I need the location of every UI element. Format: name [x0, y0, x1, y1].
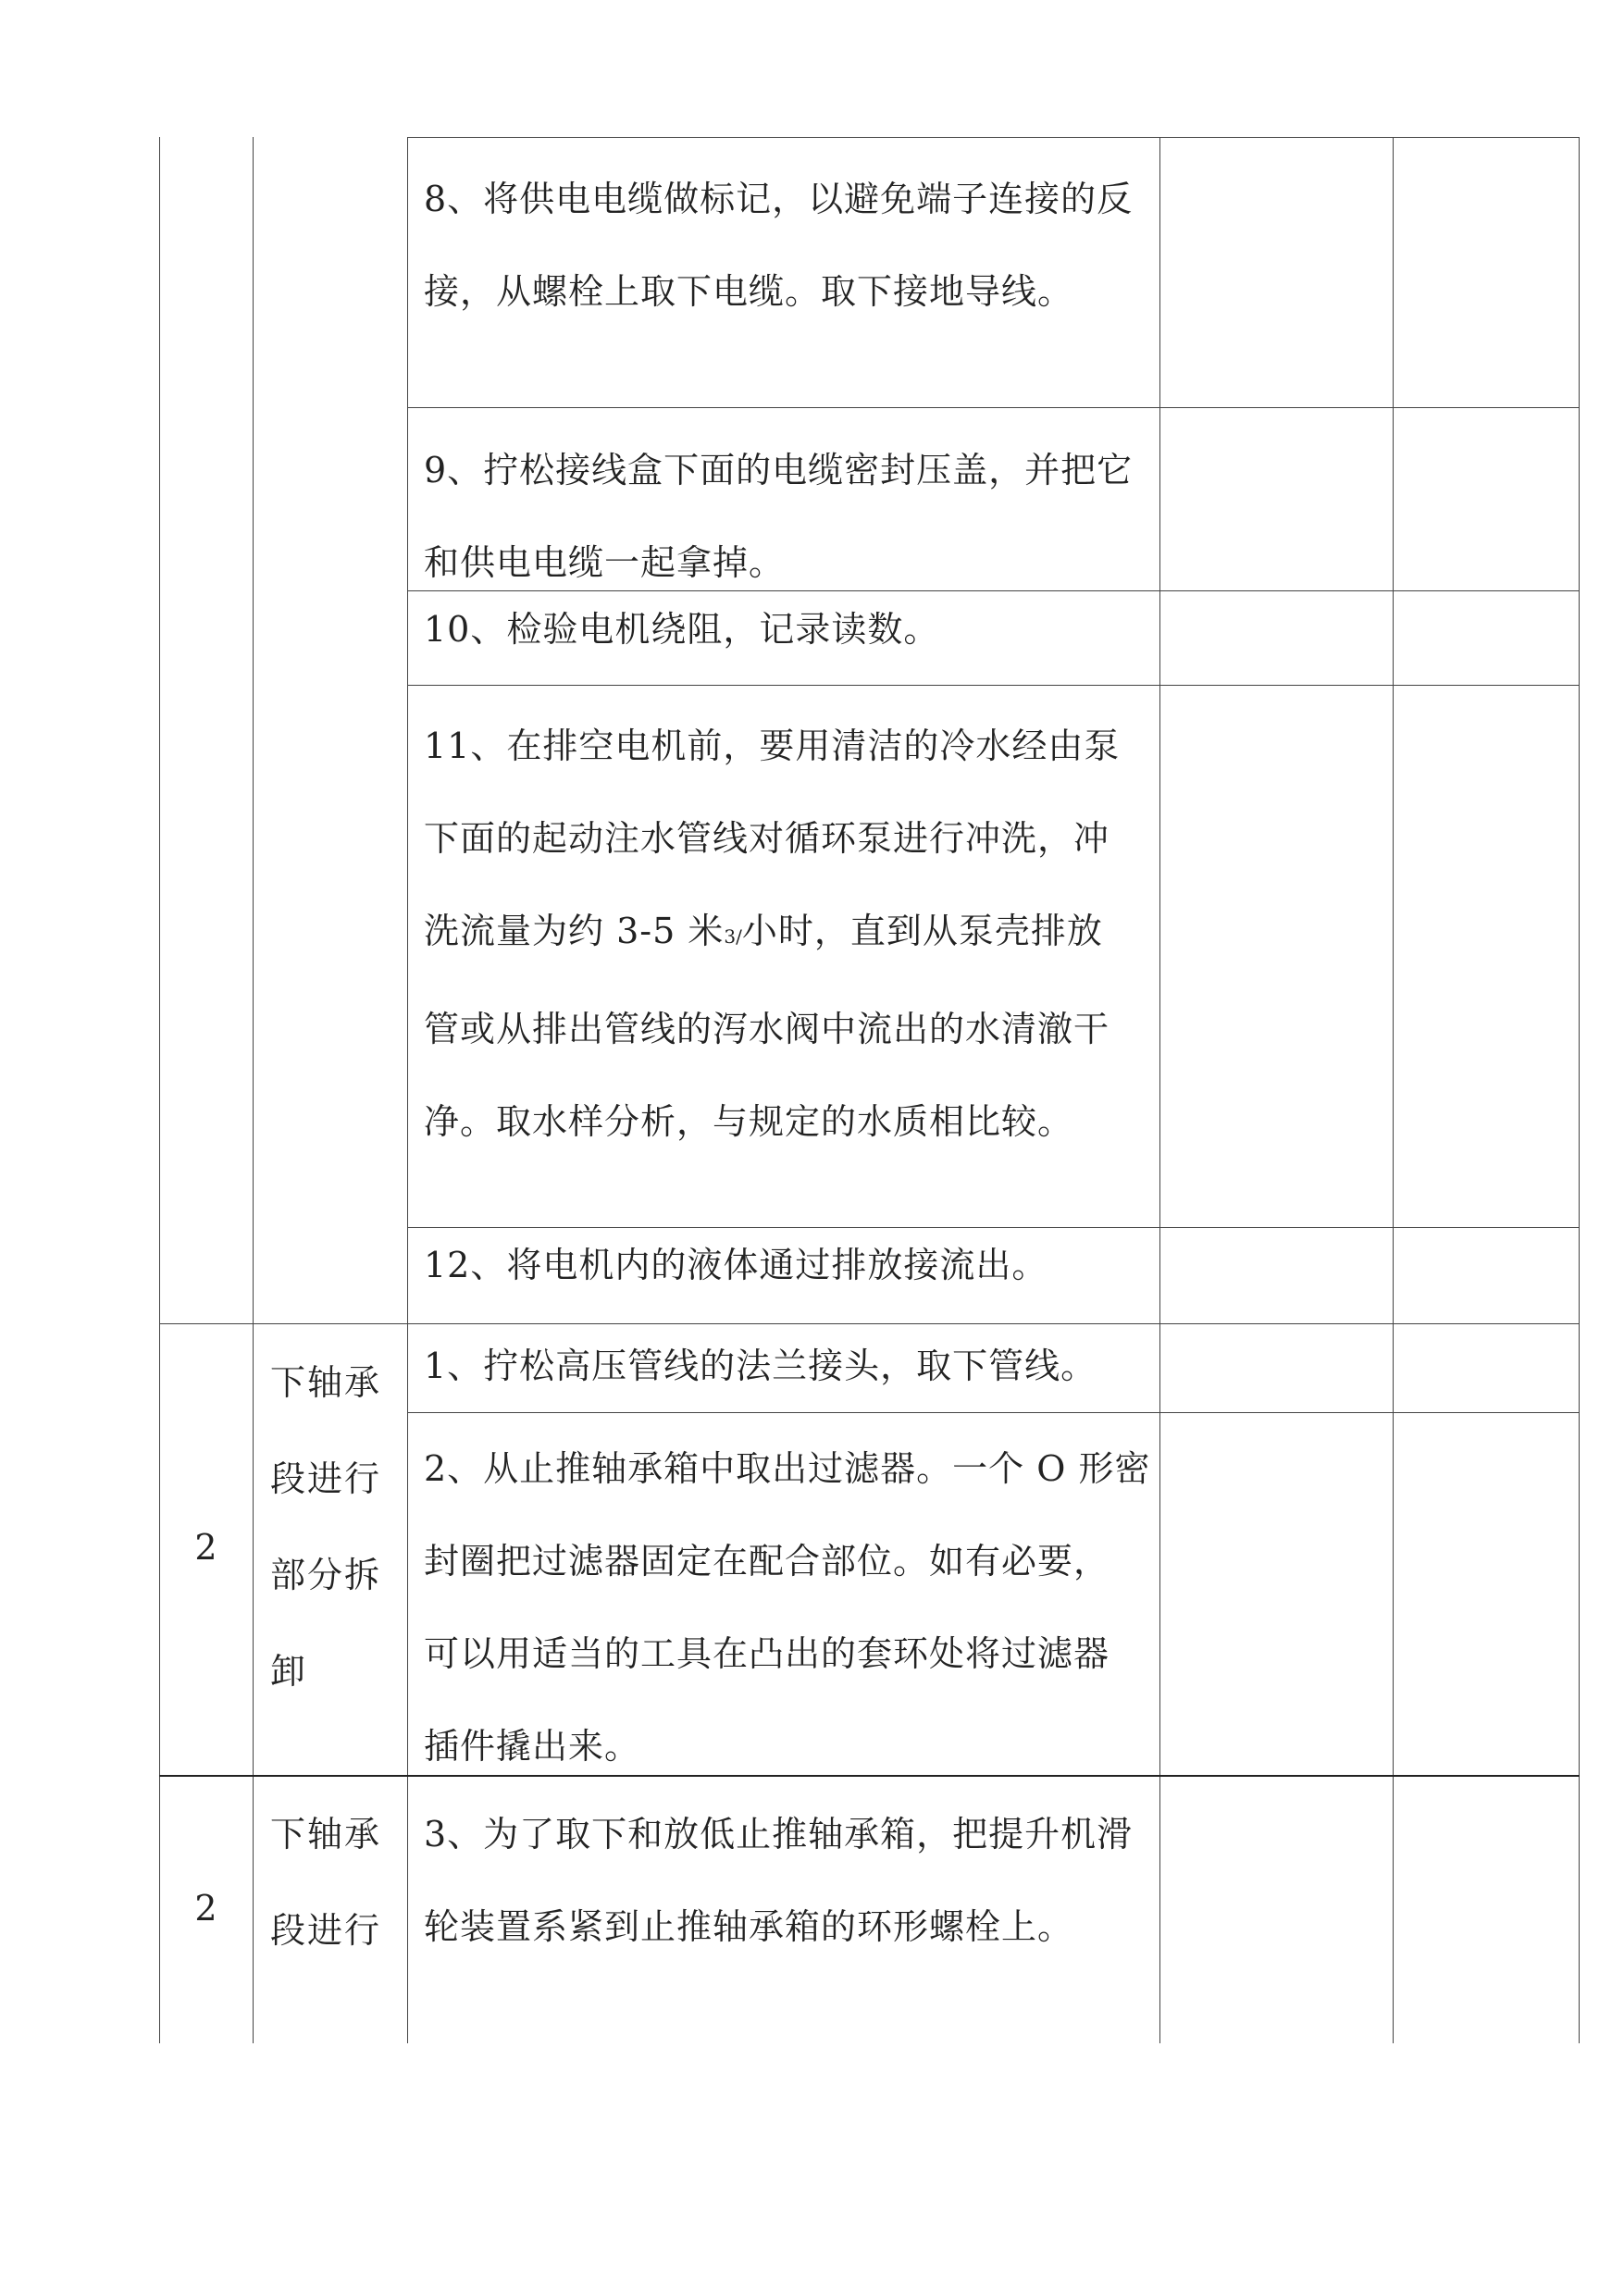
step-text: 11、在排空电机前，要用清洁的冷水经由泵 下面的起动注水管线对循环泵进行冲洗，冲 洗流量为约 3-5 米3/小时，直到从泵壳排放 管或从排出管线的泻水阀中流出的水清澈干 净。取水样分析，与规定的水质相比较。: [424, 726, 1121, 1142]
step-text: 8、将供电电缆做标记，以避免端子连接的反 接，从螺栓上取下电缆。取下接地导线。: [424, 179, 1134, 312]
column-divider-content: [1159, 137, 1160, 2043]
step-text: 9、拧松接线盒下面的电缆密封压盖，并把它 和供电电缆一起拿掉。: [424, 450, 1134, 583]
step-text: 1、拧松高压管线的法兰接头，取下管线。: [424, 1346, 1097, 1386]
step-text: 12、将电机内的液体通过排放接流出。: [424, 1245, 1048, 1285]
row-line-top: [407, 137, 1580, 138]
item-number: 2: [194, 1888, 217, 1929]
column-divider-task: [407, 137, 408, 2043]
unit-superscript: 3/: [724, 925, 742, 948]
task-name: 下轴承 段进行: [270, 1814, 382, 1951]
row-line: [407, 407, 1580, 408]
row-line: [407, 1412, 1580, 1413]
step-text: 10、检验电机绕阻，记录读数。: [424, 609, 940, 650]
table-border-right: [1579, 137, 1580, 2043]
table-border-left: [159, 137, 160, 2043]
task-name: 下轴承 段进行 部分拆 卸: [270, 1362, 382, 1692]
step-text: 2、从止推轴承箱中取出过滤器。一个 O 形密 封圈把过滤器固定在配合部位。如有必要， 可以用适当的工具在凸出的套环处将过滤器 插件撬出来。: [424, 1448, 1151, 1767]
row-line: [407, 685, 1580, 686]
item-number: 2: [194, 1527, 217, 1568]
step-text: 3、为了取下和放低止推轴承箱，把提升机滑 轮装置系紧到止推轴承箱的环形螺栓上。: [424, 1814, 1134, 1947]
column-divider-check: [1393, 137, 1394, 2043]
column-divider-no: [253, 137, 254, 2043]
